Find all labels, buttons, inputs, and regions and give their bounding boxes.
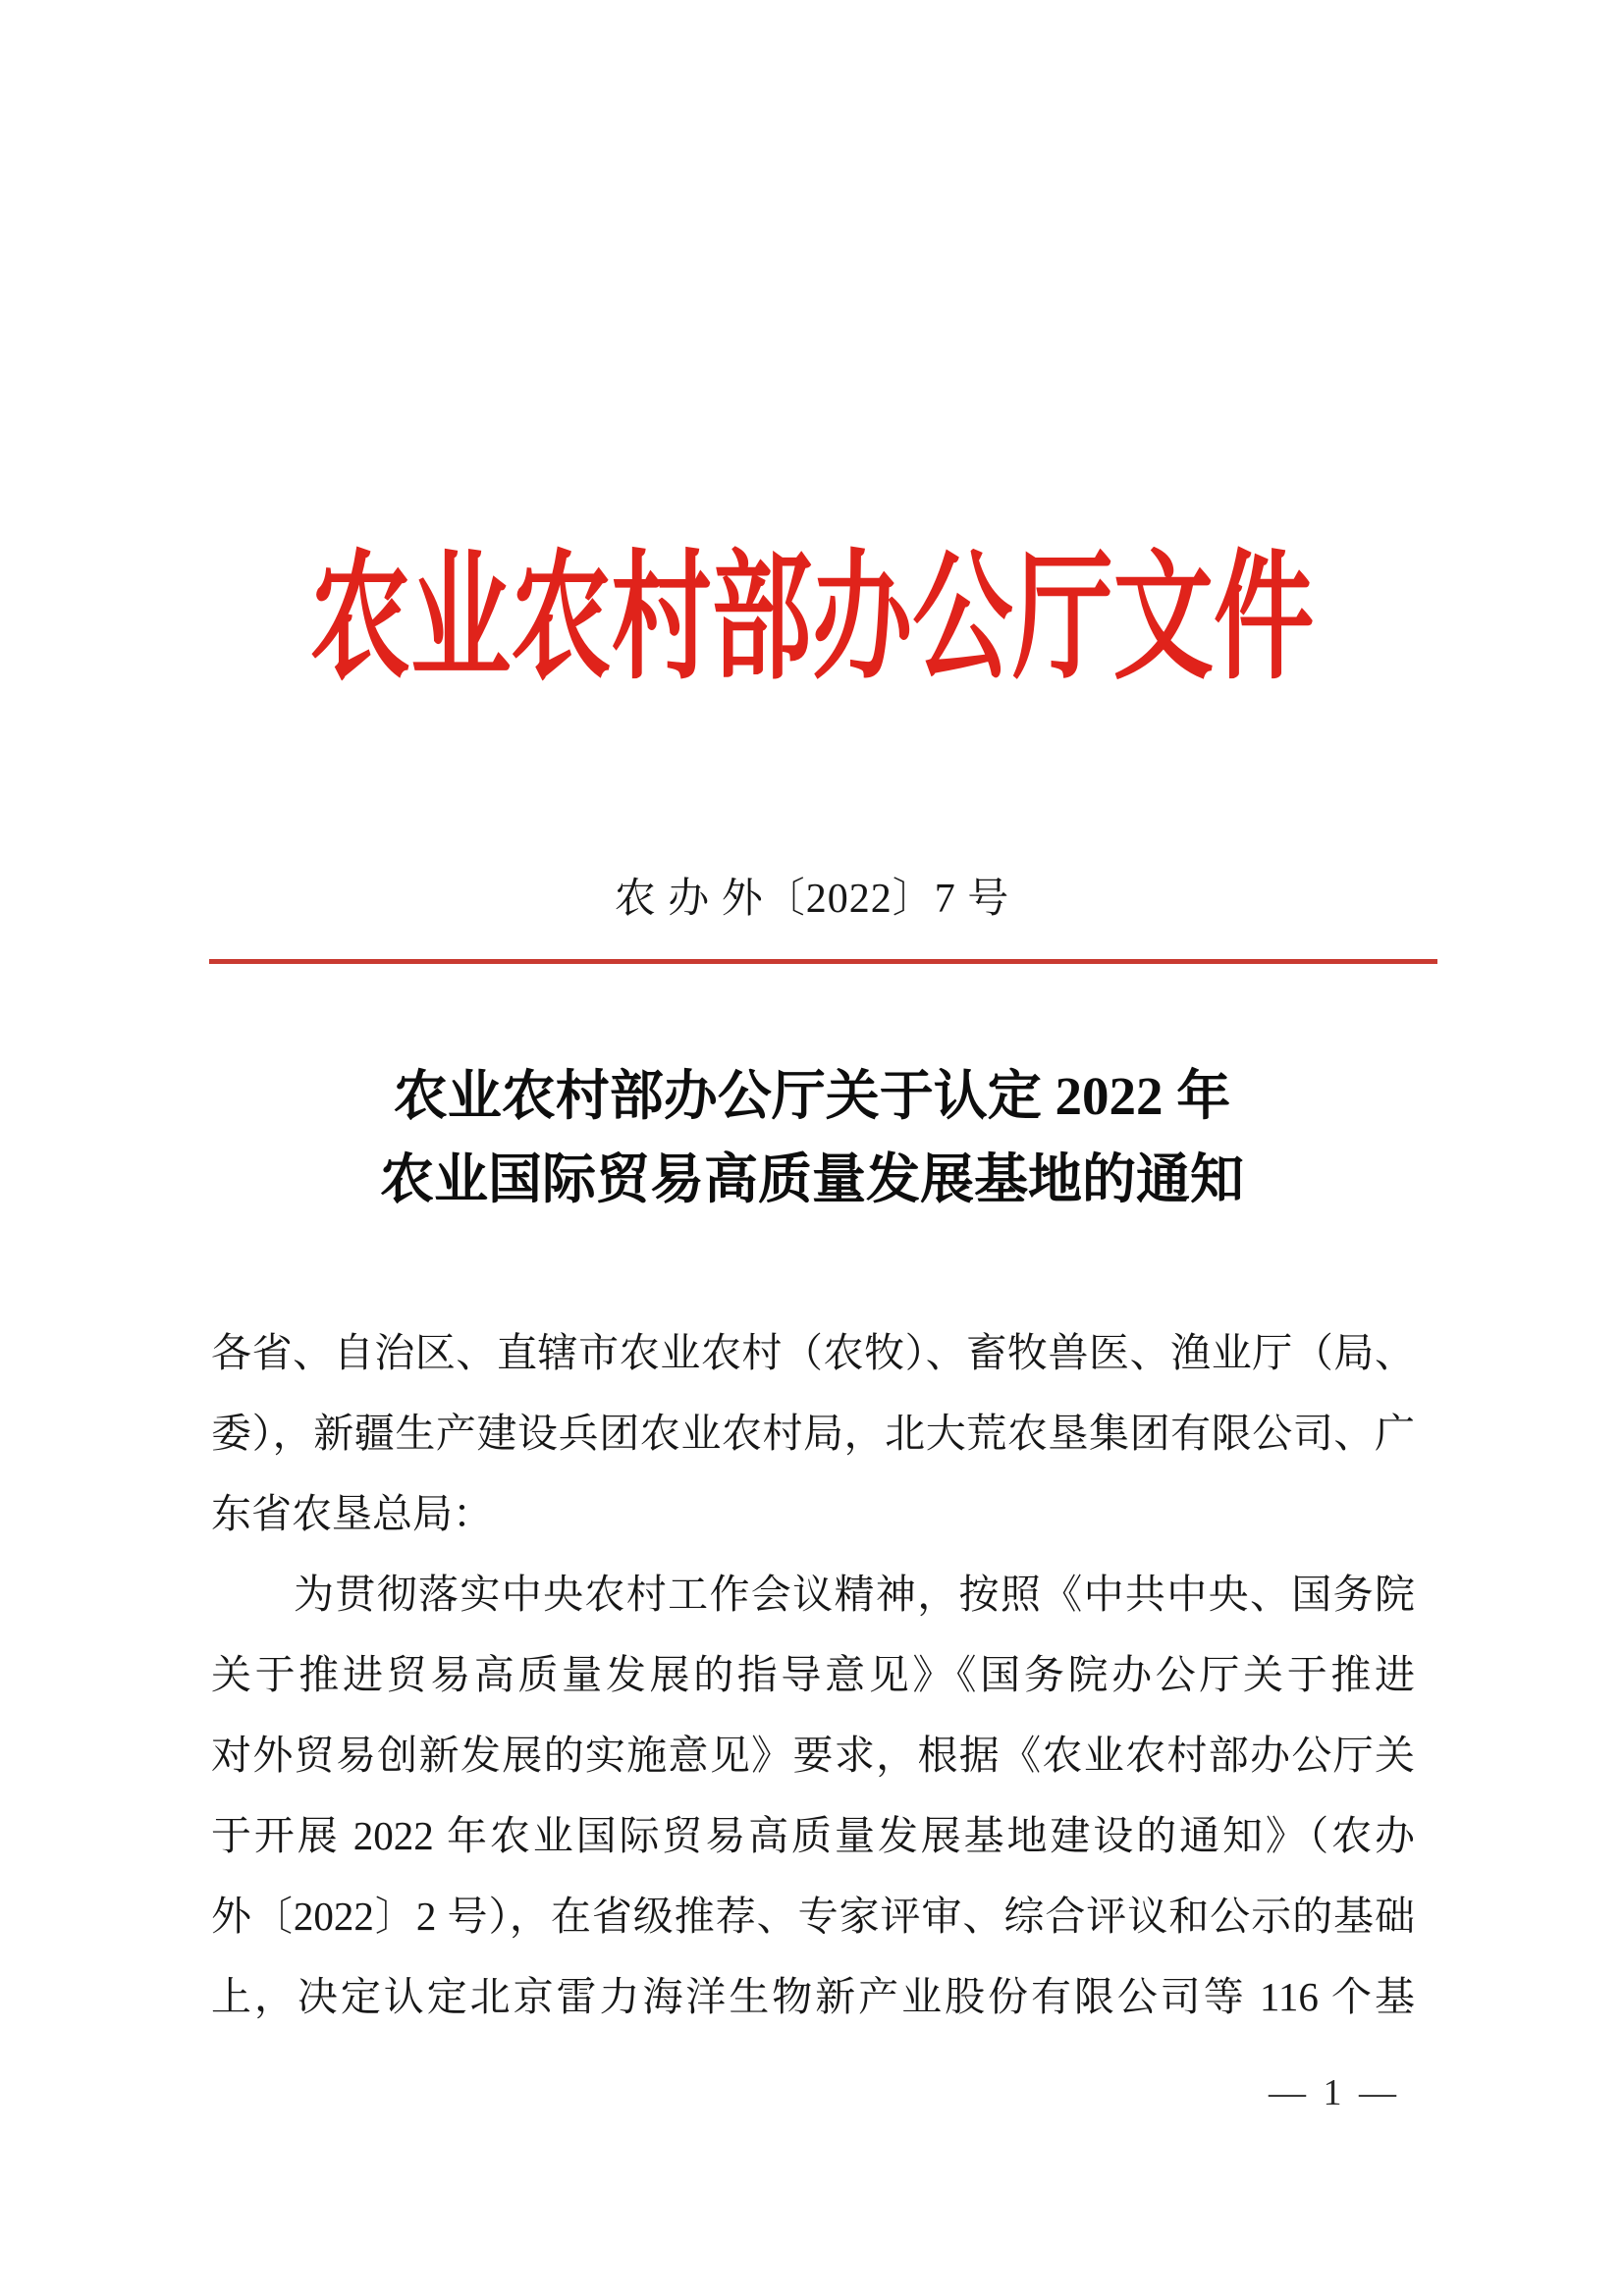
body-line: 上，决定认定北京雷力海洋生物新产业股份有限公司等 116 个基 [211,1974,1415,2019]
document-title-line1: 农业农村部办公厅关于认定 2022 年 [393,1066,1231,1126]
body-line: 于开展 2022 年农业国际贸易高质量发展基地建设的通知》（农办 [211,1813,1415,1858]
body-line: 外〔2022〕2 号），在省级推荐、专家评审、综合评议和公示的基础 [211,1894,1415,1939]
agency-masthead-title: 农业农村部办公厅文件 [309,541,1315,696]
body-line: 关于推进贸易高质量发展的指导意见》《国务院办公厅关于推进 [211,1652,1415,1697]
red-divider-rule [209,959,1437,964]
page-number: — 1 — [1269,2072,1400,2113]
body-line: 对外贸易创新发展的实施意见》要求，根据《农业农村部办公厅关 [211,1733,1415,1778]
body-line: 为贯彻落实中央农村工作会议精神，按照《中共中央、国务院 [294,1572,1415,1617]
body-text [211,1312,1415,2037]
document-title [0,1054,1624,1221]
document-title-line2: 农业国际贸易高质量发展基地的通知 [379,1149,1244,1209]
body-line: 东省农垦总局： [211,1491,493,1536]
document-reference-number: 农 办 外〔2022〕7 号 [614,877,1010,922]
body-line: 委），新疆生产建设兵团农业农村局，北大荒农垦集团有限公司、广 [211,1411,1415,1456]
body-line: 各省、自治区、直辖市农业农村（农牧）、畜牧兽医、渔业厅（局、 [211,1330,1415,1375]
